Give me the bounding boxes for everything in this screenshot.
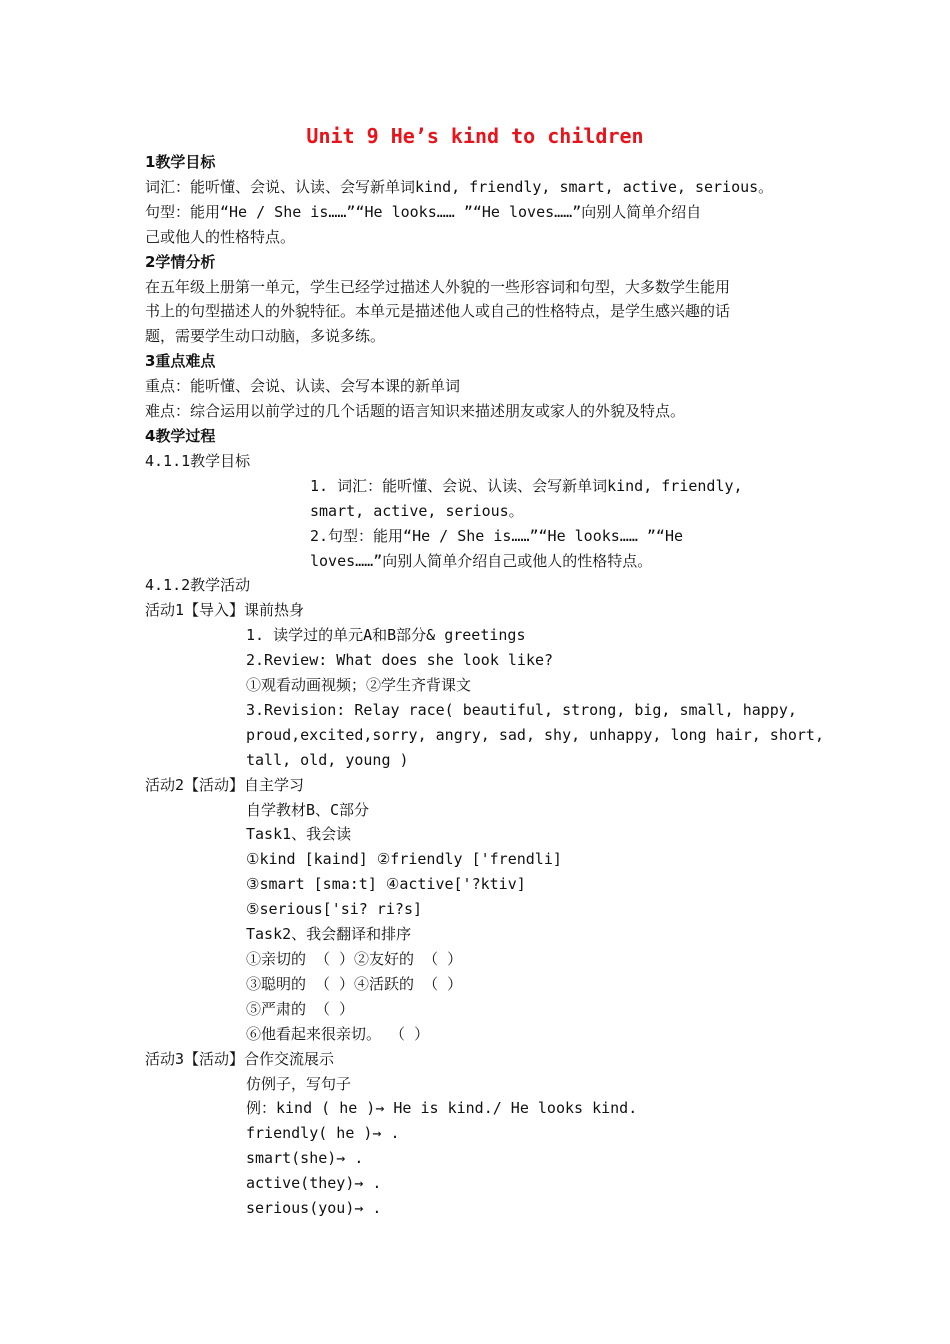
text-line: ③聪明的 （ ）④活跃的 （ ） [246, 974, 463, 993]
text-line: 难点：综合运用以前学过的几个话题的语言知识来描述朋友或家人的外貌及特点。 [145, 402, 686, 421]
text-line: serious(you)→ . [246, 1199, 382, 1218]
text-line: ⑤严肃的 （ ） [246, 999, 355, 1018]
document-body [145, 150, 824, 1221]
text-line: 1. 词汇：能听懂、会说、认读、会写新单词kind, friendly, [310, 476, 743, 495]
text-line: 词汇：能听懂、会说、认读、会写新单词kind, friendly, smart, active, serious。 [145, 177, 774, 196]
text-line: active(they)→ . [246, 1174, 382, 1193]
text-line: Task1、我会读 [246, 825, 352, 844]
text-line: 1. 读学过的单元A和B部分& greetings [246, 626, 526, 645]
text-line: 仿例子，写句子 [246, 1074, 352, 1093]
section-heading: 2学情分析 [145, 252, 216, 271]
text-line: ①观看动画视频；②学生齐背课文 [246, 676, 472, 695]
text-line: proud,excited,sorry, angry, sad, shy, unhappy, long hair, short, [246, 725, 824, 744]
text-line: 在五年级上册第一单元，学生已经学过描述人外貌的一些形容词和句型，大多数学生能用 [145, 277, 731, 296]
text-line: ⑤serious['si? ri?s] [246, 900, 423, 919]
text-line: 4.1.1教学目标 [145, 451, 251, 470]
text-line: smart, active, serious。 [310, 501, 524, 520]
text-line: ③smart [sma:t] ④active['?ktiv] [246, 875, 526, 894]
text-line: Task2、我会翻译和排序 [246, 925, 412, 944]
text-line: 活动2【活动】自主学习 [145, 775, 305, 794]
document-title: Unit 9 He’s kind to children [306, 124, 644, 148]
text-line: ①亲切的 （ ）②友好的 （ ） [246, 950, 463, 968]
text-line: smart(she)→ . [246, 1149, 364, 1168]
text-line: 重点：能听懂、会说、认读、会写本课的新单词 [145, 377, 461, 396]
text-line: 己或他人的性格特点。 [145, 227, 296, 246]
text-line: 自学教材B、C部分 [246, 800, 370, 819]
section-heading: 3重点难点 [145, 352, 216, 371]
text-line: 例：kind ( he )→ He is kind./ He looks kind. [246, 1099, 638, 1118]
text-line: 题，需要学生动口动脑，多说多练。 [145, 327, 386, 346]
text-line: 2.句型：能用“He / She is……”“He looks…… ”“He [310, 526, 684, 545]
text-line: 活动1【导入】课前热身 [145, 601, 305, 620]
section-heading: 4教学过程 [145, 426, 216, 445]
text-line: 句型：能用“He / She is……”“He looks…… ”“He loves……”向别人简单介绍自 [145, 202, 702, 221]
text-line: friendly( he )→ . [246, 1124, 400, 1143]
text-line: 2.Review: What does she look like? [246, 651, 554, 670]
text-line: loves……”向别人简单介绍自己或他人的性格特点。 [310, 551, 653, 570]
text-line: ⑥他看起来很亲切。 （ ） [246, 1024, 430, 1043]
text-line: 4.1.2教学活动 [145, 576, 251, 595]
section-heading: 1教学目标 [145, 153, 216, 171]
text-line: 3.Revision: Relay race( beautiful, strong, big, small, happy, [246, 700, 797, 719]
text-line: 活动3【活动】合作交流展示 [145, 1049, 335, 1068]
text-line: 书上的句型描述人的外貌特征。本单元是描述他人或自己的性格特点，是学生感兴趣的话 [145, 302, 731, 321]
text-line: tall, old, young ) [246, 750, 409, 769]
text-line: ①kind [kaind] ②friendly ['frendli] [246, 850, 562, 869]
